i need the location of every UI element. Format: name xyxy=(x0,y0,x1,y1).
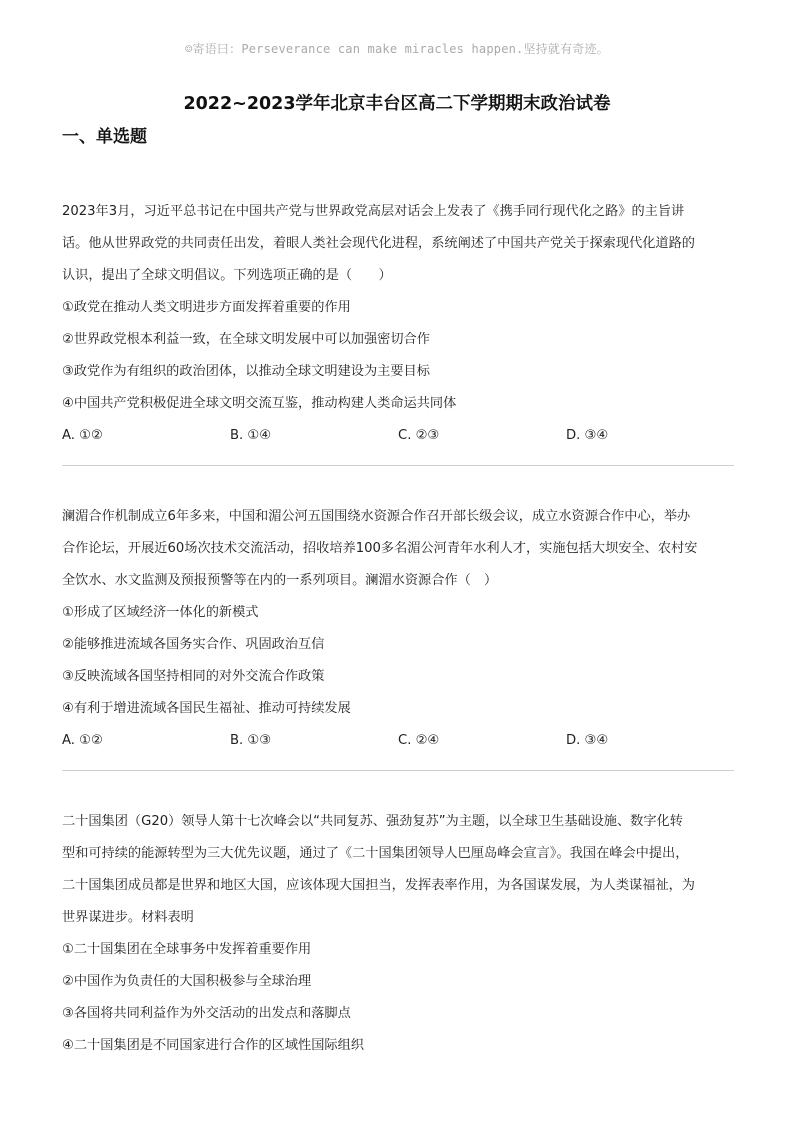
question-stem-line: 话。他从世界政党的共同责任出发，着眼人类社会现代化进程，系统阐述了中国共产党关于探索现代化道路的 xyxy=(62,236,695,251)
choice-a: A. ①② xyxy=(62,733,103,748)
motto-header: ☺寄语曰：Perseverance can make miracles happen.坚持就有奇迹。 xyxy=(185,42,609,56)
question-stem-line: 合作论坛，开展近60场次技术交流活动，招收培养100多名湄公河青年水利人才，实施包括大坝安全、农村安 xyxy=(62,541,698,556)
answer-choices xyxy=(62,420,734,452)
statement-item: ④中国共产党积极促进全球文明交流互鉴，推动构建人类命运共同体 xyxy=(62,396,457,411)
question-stem-line: 世界谋进步。材料表明 xyxy=(62,910,194,925)
page-title: 2022~2023学年北京丰台区高二下学期期末政治试卷 xyxy=(183,94,611,114)
choice-d: D. ③④ xyxy=(566,733,609,748)
section-heading: 一、单选题 xyxy=(62,127,147,147)
choice-b: B. ①④ xyxy=(230,428,272,443)
choice-b: B. ①③ xyxy=(230,733,272,748)
question-2 xyxy=(62,501,734,757)
statement-item: ③反映流域各国坚持相同的对外交流合作政策 xyxy=(62,669,325,684)
question-stem-line: 澜湄合作机制成立6年多来，中国和湄公河五国围绕水资源合作召开部长级会议，成立水资源合作中心，举办 xyxy=(62,509,691,524)
statement-item: ①二十国集团在全球事务中发挥着重要作用 xyxy=(62,942,312,957)
question-stem-line: 全饮水、水文监测及预报预警等在内的一系列项目。澜湄水资源合作（ ） xyxy=(62,573,498,588)
statement-item: ①政党在推动人类文明进步方面发挥着重要的作用 xyxy=(62,300,351,315)
question-3 xyxy=(62,806,734,1062)
question-stem-line: 2023年3月，习近平总书记在中国共产党与世界政党高层对话会上发表了《携手同行现代化之路》的主旨讲 xyxy=(62,204,685,219)
question-stem-line: 二十国集团成员都是世界和地区大国，应该体现大国担当，发挥表率作用，为各国谋发展，为人类谋福祉，为 xyxy=(62,878,695,893)
statement-item: ④二十国集团是不同国家进行合作的区域性国际组织 xyxy=(62,1038,364,1053)
question-divider xyxy=(62,770,734,771)
statement-item: ③政党作为有组织的政治团体，以推动全球文明建设为主要目标 xyxy=(62,364,430,379)
statement-item: ①形成了区域经济一体化的新模式 xyxy=(62,605,259,620)
question-1 xyxy=(62,196,734,452)
question-stem-line: 二十国集团（G20）领导人第十七次峰会以“共同复苏、强劲复苏”为主题，以全球卫生基础设施、数字化转 xyxy=(62,814,683,829)
choice-c: C. ②③ xyxy=(398,428,440,443)
question-stem-line: 型和可持续的能源转型为三大优先议题，通过了《二十国集团领导人巴厘岛峰会宣言》。我国在峰会中提出， xyxy=(62,846,689,861)
question-stem-line: 认识，提出了全球文明倡议。下列选项正确的是（ ） xyxy=(62,268,392,283)
statement-item: ②中国作为负责任的大国积极参与全球治理 xyxy=(62,974,312,989)
choice-d: D. ③④ xyxy=(566,428,609,443)
answer-choices xyxy=(62,725,734,757)
statement-item: ②世界政党根本利益一致，在全球文明发展中可以加强密切合作 xyxy=(62,332,430,347)
question-divider xyxy=(62,465,734,466)
statement-item: ④有利于增进流域各国民生福祉、推动可持续发展 xyxy=(62,701,351,716)
statement-item: ②能够推进流域各国务实合作、巩固政治互信 xyxy=(62,637,325,652)
statement-item: ③各国将共同利益作为外交活动的出发点和落脚点 xyxy=(62,1006,351,1021)
choice-a: A. ①② xyxy=(62,428,103,443)
choice-c: C. ②④ xyxy=(398,733,440,748)
